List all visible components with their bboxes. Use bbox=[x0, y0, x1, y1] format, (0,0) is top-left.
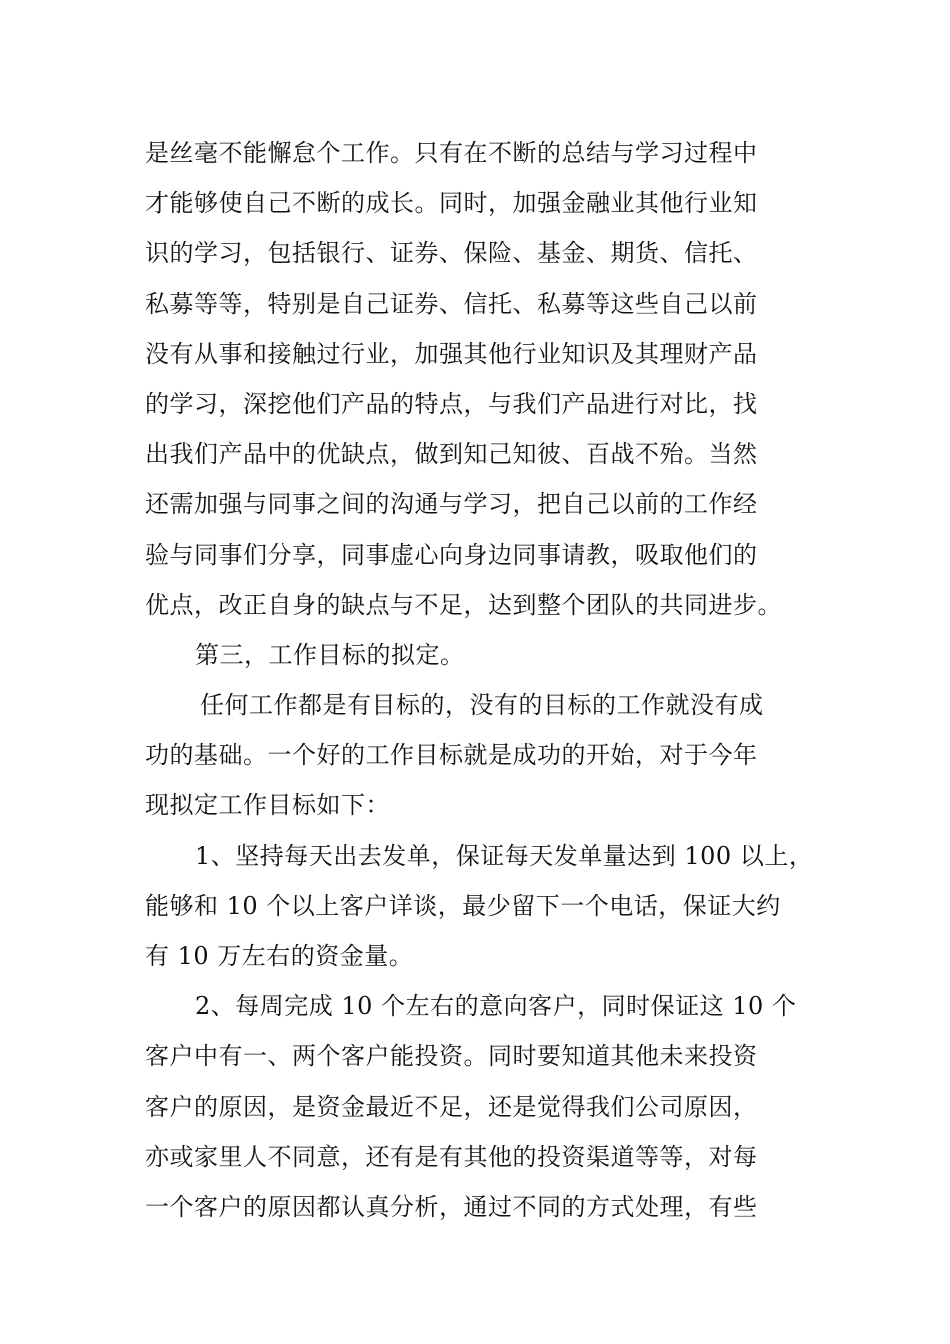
section-heading: 第三，工作目标的拟定。 bbox=[195, 640, 465, 669]
text-line: 还需加强与同事之间的沟通与学习，把自己以前的工作经 bbox=[145, 490, 758, 519]
text-line: 识的学习，包括银行、证券、保险、基金、期货、信托、 bbox=[145, 239, 758, 268]
text-line: 能够和 10 个以上客户详谈，最少留下一个电话，保证大约 bbox=[145, 891, 781, 920]
list-item: 2、每周完成 10 个左右的意向客户，同时保证这 10 个 bbox=[195, 992, 797, 1021]
text-line: 是丝毫不能懈怠个工作。只有在不断的总结与学习过程中 bbox=[145, 139, 758, 167]
text-line: 没有从事和接触过行业，加强其他行业知识及其理财产品 bbox=[145, 339, 758, 368]
text-line: 亦或家里人不同意，还有是有其他的投资渠道等等，对每 bbox=[145, 1142, 758, 1171]
text-line: 一个客户的原因都认真分析，通过不同的方式处理，有些 bbox=[145, 1192, 758, 1221]
document-body bbox=[145, 128, 815, 1232]
text-line: 客户的原因，是资金最近不足，还是觉得我们公司原因， bbox=[145, 1092, 758, 1121]
text-line: 出我们产品中的优缺点，做到知己知彼、百战不殆。当然 bbox=[145, 440, 758, 469]
text-line: 任何工作都是有目标的，没有的目标的工作就没有成 bbox=[200, 691, 764, 720]
text-line: 的学习，深挖他们产品的特点，与我们产品进行对比，找 bbox=[145, 389, 758, 418]
text-line: 私募等等，特别是自己证券、信托、私募等这些自己以前 bbox=[145, 289, 758, 318]
text-line: 有 10 万左右的资金量。 bbox=[145, 942, 414, 970]
text-line: 功的基础。一个好的工作目标就是成功的开始，对于今年 bbox=[145, 741, 758, 770]
text-line: 现拟定工作目标如下： bbox=[145, 791, 390, 820]
list-item: 1、坚持每天出去发单，保证每天发单量达到 100 以上， bbox=[195, 841, 814, 870]
text-line: 才能够使自己不断的成长。同时，加强金融业其他行业知 bbox=[145, 189, 758, 218]
text-line: 验与同事们分享，同事虚心向身边同事请教，吸取他们的 bbox=[145, 540, 758, 569]
text-line: 优点，改正自身的缺点与不足，达到整个团队的共同进步。 bbox=[145, 590, 782, 619]
text-line: 客户中有一、两个客户能投资。同时要知道其他未来投资 bbox=[145, 1042, 758, 1071]
